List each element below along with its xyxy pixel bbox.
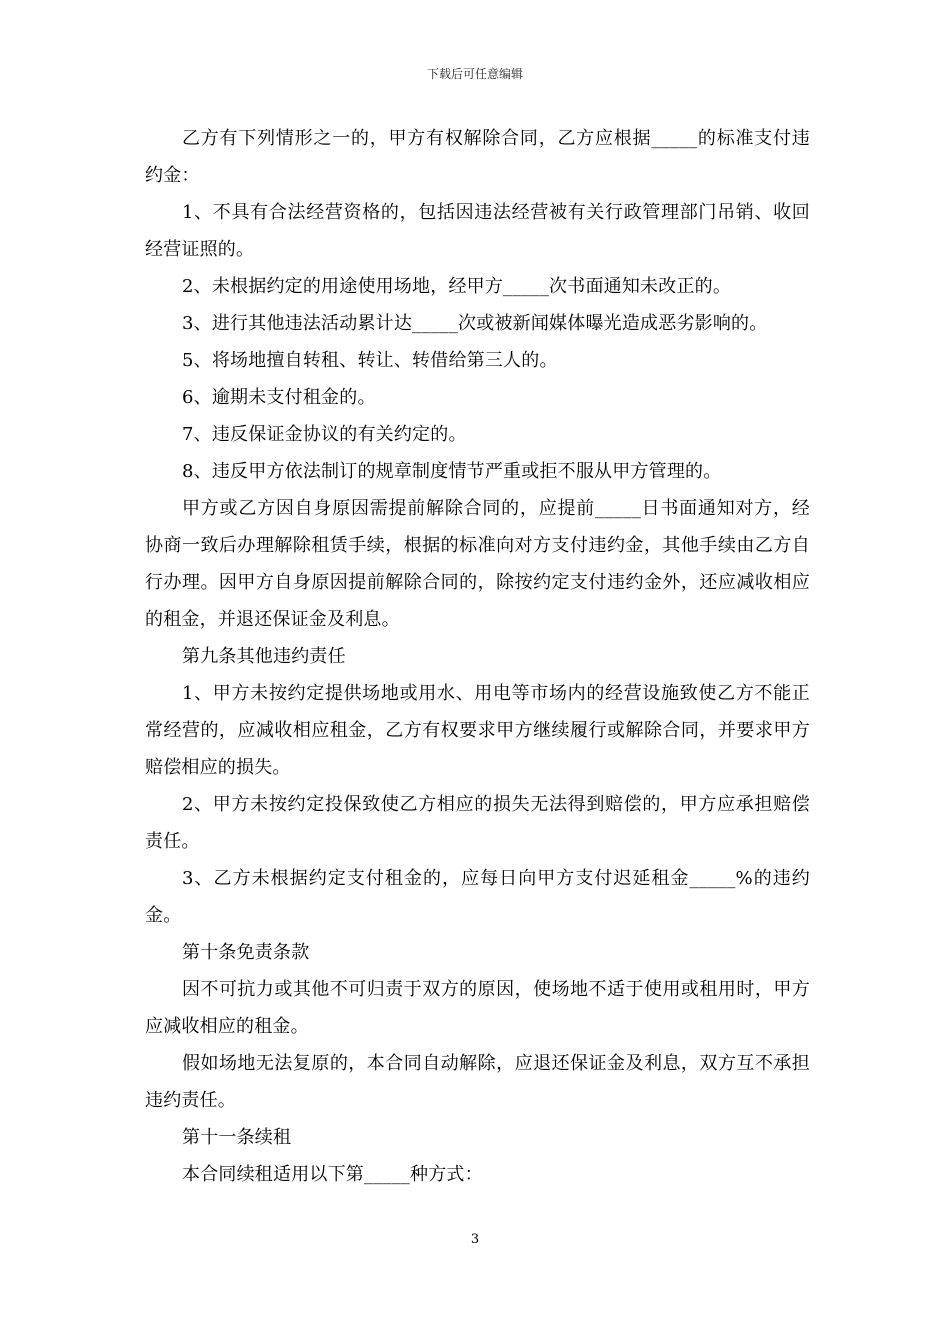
page-number: 3 — [470, 1232, 480, 1247]
paragraph-force-majeure: 因不可抗力或其他不可归责于双方的原因，使场地不适于使用或租用时，甲方应减收相应的租金。 — [145, 979, 810, 1037]
paragraph-item-6: 6、逾期未支付租金的。 — [182, 387, 376, 408]
paragraph-auto-termination: 假如场地无法复原的，本合同自动解除，应退还保证金及利息，双方互不承担违约责任。 — [145, 1053, 810, 1111]
section-heading-article-11: 第十一条续租 — [182, 1127, 292, 1148]
paragraph-article-9-item-1: 1、甲方未按约定提供场地或用水、用电等市场内的经营设施致使乙方不能正常经营的，应减收相应租金，乙方有权要求甲方继续履行或解除合同，并要求甲方赔偿相应的损失。 — [145, 683, 810, 778]
paragraph-item-5: 5、将场地擅自转租、转让、转借给第三人的。 — [182, 350, 558, 371]
section-heading-article-10: 第十条免责条款 — [182, 942, 310, 963]
paragraph-item-2: 2、未根据约定的用途使用场地，经甲方_____次书面通知未改正的。 — [182, 276, 732, 297]
paragraph-article-9-item-3: 3、乙方未根据约定支付租金的，应每日向甲方支付迟延租金_____%的违约金。 — [145, 868, 810, 926]
paragraph-item-1: 1、不具有合法经营资格的，包括因违法经营被有关行政管理部门吊销、收回经营证照的。 — [145, 202, 810, 260]
paragraph-early-termination: 甲方或乙方因自身原因需提前解除合同的，应提前_____日书面通知对方，经协商一致后办理解除租赁手续，根据的标准向对方支付违约金，其他手续由乙方自行办理。因甲方自身原因提前解除合同的，除按约定支付违约金外，还应减收相应的租金，并退还保证金及利息。 — [145, 498, 810, 630]
paragraph-item-8: 8、违反甲方依法制订的规章制度情节严重或拒不服从甲方管理的。 — [182, 461, 722, 482]
page-header: 下载后可任意编辑 — [426, 67, 523, 81]
section-heading-article-9: 第九条其他违约责任 — [182, 646, 346, 667]
paragraph-breach-intro: 乙方有下列情形之一的，甲方有权解除合同，乙方应根据_____的标准支付违约金： — [145, 128, 810, 186]
paragraph-item-7: 7、违反保证金协议的有关约定的。 — [182, 424, 467, 445]
paragraph-item-3: 3、进行其他违法活动累计达_____次或被新闻媒体曝光造成恶劣影响的。 — [182, 313, 768, 334]
paragraph-renewal-method: 本合同续租适用以下第_____种方式： — [182, 1164, 483, 1185]
document-body — [145, 120, 810, 1193]
paragraph-article-9-item-2: 2、甲方未按约定投保致使乙方相应的损失无法得到赔偿的，甲方应承担赔偿责任。 — [145, 794, 810, 852]
